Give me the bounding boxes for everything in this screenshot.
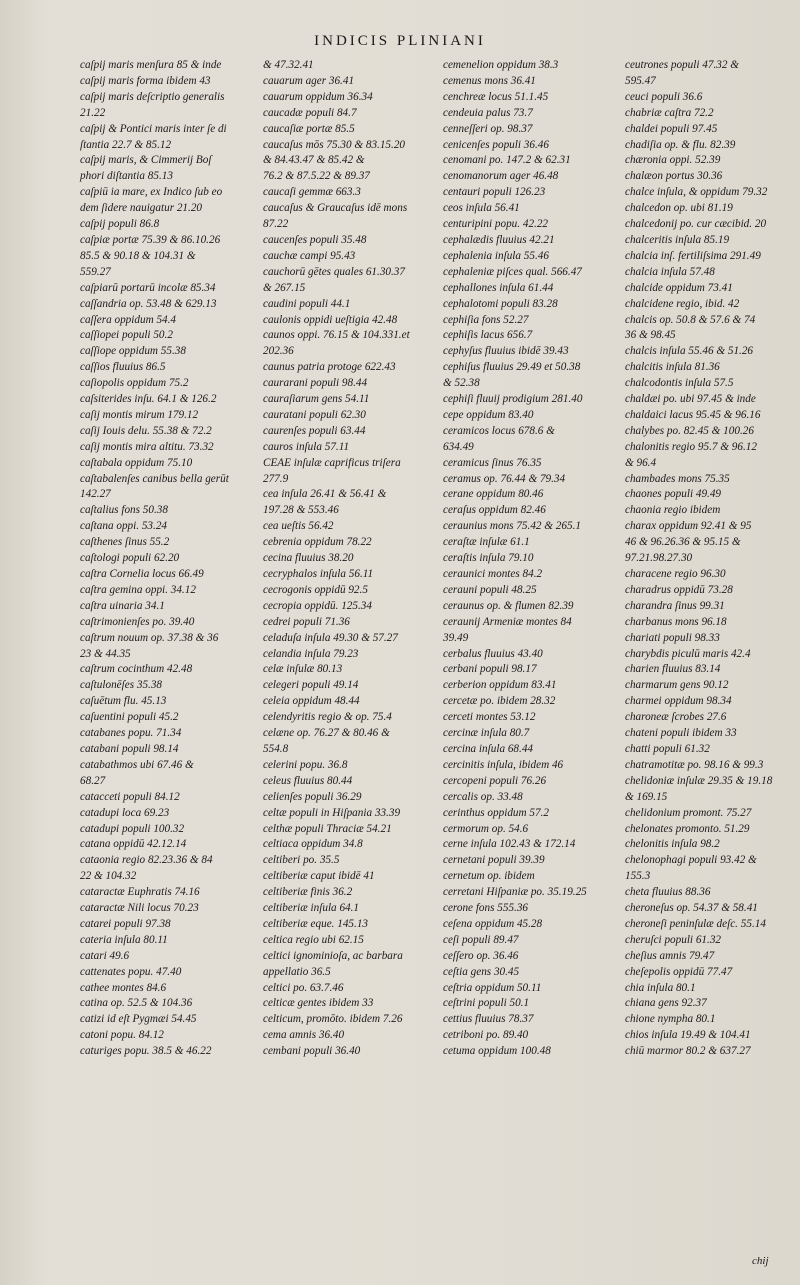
index-entry-line: cattenates popu. 47.40 <box>80 965 182 978</box>
index-entry-line: cauros inſula 57.11 <box>263 440 350 453</box>
index-entry-line: cauchorū gētes quales 61.30.37 <box>263 265 405 278</box>
index-entry-line: cheſius amnis 79.47 <box>625 949 715 962</box>
index-entry-line: caſthenes ſinus 55.2 <box>80 536 170 549</box>
index-entry-line: cerinthus oppidum 57.2 <box>443 806 549 819</box>
index-entry-line: chalcodontis inſula 57.5 <box>625 377 734 390</box>
index-entry-line: caturiges popu. 38.5 & 46.22 <box>80 1045 212 1058</box>
index-entry-line: celandia inſula 79.23 <box>263 647 359 660</box>
index-entry-line: cerbalus fluuius 43.40 <box>443 647 543 660</box>
index-entry-line: 595.47 <box>625 74 656 87</box>
index-entry-line: chiana gens 92.37 <box>625 997 707 1010</box>
index-entry-line: cheta fluuius 88.36 <box>625 886 711 899</box>
index-entry-line: caſij montis mira altitu. 73.32 <box>80 440 214 453</box>
index-entry-line: chalcia inſ. fertiliſsima 291.49 <box>625 249 761 262</box>
index-entry-line: chæronia oppi. 52.39 <box>625 154 721 167</box>
index-entry-line: caſpiū ia mare, ex Indico ſub eo <box>80 186 223 199</box>
index-entry-line: cecryphalos inſula 56.11 <box>263 568 374 580</box>
index-entry-line: chalæon portus 30.36 <box>625 170 723 183</box>
index-entry-line: & 52.38 <box>443 377 480 390</box>
index-entry-line: catacceti populi 84.12 <box>80 790 180 803</box>
index-entry-line: caurenſes populi 63.44 <box>263 424 366 437</box>
index-entry-line: cheſepolis oppidū 77.47 <box>625 965 733 978</box>
index-entry-line: cerane oppidum 80.46 <box>443 488 544 501</box>
index-entry-line: cephyſus fluuius ibidē 39.43 <box>443 345 569 358</box>
index-entry-line: caſpij populi 86.8 <box>80 218 160 231</box>
index-entry-line: chione nympha 80.1 <box>625 1013 716 1026</box>
index-entry-line: cea ueſtis 56.42 <box>263 520 334 533</box>
index-entry-line: chalybes po. 82.45 & 100.26 <box>625 424 754 437</box>
index-entry-line: celtica regio ubi 62.15 <box>263 933 364 946</box>
index-entry-line: 202.36 <box>263 345 294 358</box>
index-entry-line: cetuma oppidum 100.48 <box>443 1045 551 1058</box>
index-entry-line: caſtabalenſes canibus bella gerūt <box>80 472 229 485</box>
index-entry-line: caucenſes populi 35.48 <box>263 233 367 246</box>
index-entry-line: cephaleniæ piſces qual. 566.47 <box>443 265 582 278</box>
index-entry-line: cephiſi fluuij prodigium 281.40 <box>443 393 583 406</box>
index-entry-line: celtiberiæ caput ibidē 41 <box>263 870 375 883</box>
index-entry-line: cerretani Hiſpaniæ po. 35.19.25 <box>443 886 587 899</box>
index-entry-line: chalcis inſula 55.46 & 51.26 <box>625 345 754 358</box>
index-entry-line: ceos inſula 56.41 <box>443 202 520 215</box>
index-entry-line: caſij montis mirum 179.12 <box>80 408 199 421</box>
index-entry-line: 85.5 & 90.18 & 104.31 & <box>80 249 196 262</box>
index-entry-line: cataonia regio 82.23.36 & 84 <box>80 854 213 867</box>
index-entry-line: ceſena oppidum 45.28 <box>443 917 543 930</box>
index-entry-line: cercalis op. 33.48 <box>443 790 523 803</box>
index-entry-line: ſtantia 22.7 & 85.12 <box>80 138 172 151</box>
index-entry-line: cerbani populi 98.17 <box>443 663 537 676</box>
index-entry-line: chelonitis inſula 98.2 <box>625 838 720 851</box>
index-entry-line: caucadæ populi 84.7 <box>263 106 357 119</box>
index-entry-line: celtiberiæ eque. 145.13 <box>263 917 369 930</box>
index-entry-line: caunos oppi. 76.15 & 104.331.et <box>263 329 410 342</box>
index-entry-line: chelonates promonto. 51.29 <box>625 822 750 835</box>
index-entry-line: chaldæi po. ubi 97.45 & inde <box>625 393 756 406</box>
index-entry-line: celtiaca oppidum 34.8 <box>263 838 363 851</box>
index-entry-line: ceſtia gens 30.45 <box>443 965 520 978</box>
index-entry-line: ceraſus oppidum 82.46 <box>443 504 546 517</box>
index-entry-line: chalcedonij po. cur cæcibid. 20 <box>625 218 767 231</box>
index-entry-line: cheroneſus op. 54.37 & 58.41 <box>625 902 758 915</box>
index-entry-line: chatramotitæ po. 98.16 & 99.3 <box>625 758 764 771</box>
index-entry-line: cathee montes 84.6 <box>80 981 167 994</box>
index-entry-line: caſtrum nouum op. 37.38 & 36 <box>80 631 219 644</box>
index-entry-line: cemenelion oppidum 38.3 <box>443 59 559 71</box>
index-entry-line: cauraſiarum gens 54.11 <box>263 393 370 406</box>
index-entry-line: chalonitis regio 95.7 & 96.12 <box>625 440 757 453</box>
index-entry-line: cerone fons 555.36 <box>443 902 529 915</box>
index-entry-line: celeus fluuius 80.44 <box>263 774 353 787</box>
index-entry-line: chelonophagi populi 93.42 & <box>625 854 757 867</box>
index-entry-line: 197.28 & 553.46 <box>263 504 339 517</box>
index-entry-line: & 169.15 <box>625 790 668 803</box>
index-entry-line: cernetum op. ibidem <box>443 870 535 883</box>
index-entry-line: caunus patria protoge 622.43 <box>263 361 396 374</box>
index-entry-line: dem ſidere nauigatur 21.20 <box>80 202 203 215</box>
index-entry-line: caſpiæ portæ 75.39 & 86.10.26 <box>80 233 221 246</box>
index-entry-line: cheruſci populi 61.32 <box>625 933 722 946</box>
index-entry-line: chateni populi ibidem 33 <box>625 727 737 740</box>
index-entry-line: caulonis oppidi ueſtigia 42.48 <box>263 313 398 326</box>
index-entry-line: 277.9 <box>263 472 289 485</box>
index-entry-line: caſij Iouis delu. 55.38 & 72.2 <box>80 424 212 437</box>
index-entry-line: caucaſus mōs 75.30 & 83.15.20 <box>263 138 406 151</box>
index-entry-line: cenomanorum ager 46.48 <box>443 170 559 183</box>
catchword: chij <box>752 1255 769 1267</box>
index-entry-line: & 84.43.47 & 85.42 & <box>263 154 365 167</box>
index-entry-line: celtiberiæ inſula 64.1 <box>263 902 360 915</box>
index-entry-line: catabani populi 98.14 <box>80 742 179 755</box>
index-entry-line: caſpij & Pontici maris inter ſe di <box>80 122 227 135</box>
index-entry-line: caſpij maris menſura 85 & inde <box>80 59 222 71</box>
index-entry-line: cerberion oppidum 83.41 <box>443 679 557 692</box>
index-entry-line: cedrei populi 71.36 <box>263 615 350 628</box>
index-entry-line: caurarani populi 98.44 <box>263 377 368 390</box>
index-entry-line: caſtologi populi 62.20 <box>80 552 180 565</box>
index-entry-line: chelidoniæ inſulæ 29.35 & 19.18 <box>625 774 773 787</box>
index-entry-line: chalcide oppidum 73.41 <box>625 281 733 294</box>
index-entry-line: chalcitis inſula 81.36 <box>625 361 720 374</box>
index-entry-line: chaones populi 49.49 <box>625 488 722 501</box>
running-head: INDICIS PLINIANI <box>314 33 486 49</box>
index-entry-line: 142.27 <box>80 488 111 501</box>
index-entry-line: chaldaici lacus 95.45 & 96.16 <box>625 408 761 421</box>
index-entry-line: cataractæ Nili locus 70.23 <box>80 902 199 915</box>
index-entry-line: 21.22 <box>80 106 106 119</box>
index-entry-line: cauarum ager 36.41 <box>263 74 355 87</box>
index-entry-line: ceſſero op. 36.46 <box>443 949 519 962</box>
index-entry-line: caſsiterides inſu. 64.1 & 126.2 <box>80 393 217 406</box>
index-entry-line: catoni popu. 84.12 <box>80 1029 164 1042</box>
index-entry-line: cecina fluuius 38.20 <box>263 552 354 565</box>
index-entry-line: 76.2 & 87.5.22 & 89.37 <box>263 170 370 183</box>
index-entry-line: celtici ignominioſa, ac barbara <box>263 949 403 962</box>
index-entry-line: chalceritis inſula 85.19 <box>625 233 730 246</box>
index-entry-line: caucaſiæ portæ 85.5 <box>263 122 355 135</box>
index-entry-line: cecrogonis oppidū 92.5 <box>263 583 368 596</box>
index-entry-line: ceſtria oppidum 50.11 <box>443 981 542 994</box>
index-entry-line: celthæ populi Thraciæ 54.21 <box>263 822 392 835</box>
index-entry-line: celtiberiæ finis 36.2 <box>263 886 353 899</box>
index-entry-line: cerne inſula 102.43 & 172.14 <box>443 838 576 851</box>
index-entry-line: celaduſa inſula 49.30 & 57.27 <box>263 631 398 644</box>
index-entry-line: ceramicos locus 678.6 & <box>443 424 555 437</box>
index-entry-line: 155.3 <box>625 870 651 883</box>
index-entry-line: chabriæ caſtra 72.2 <box>625 106 714 119</box>
index-entry-line: cenomani po. 147.2 & 62.31 <box>443 154 571 167</box>
index-entry-line: 46 & 96.26.36 & 95.15 & <box>625 536 741 549</box>
index-entry-line: caſſera oppidum 54.4 <box>80 313 177 326</box>
index-entry-line: catana oppidū 42.12.14 <box>80 838 187 851</box>
index-column-4 <box>625 58 795 1060</box>
index-entry-line: 23 & 44.35 <box>80 647 131 660</box>
index-entry-line: caucaſi gemmæ 663.3 <box>263 186 361 199</box>
index-entry-line: cercopeni populi 76.26 <box>443 774 547 787</box>
index-entry-line: centauri populi 126.23 <box>443 186 546 199</box>
index-entry-line: charandra ſinus 99.31 <box>625 599 725 612</box>
index-entry-line: 634.49 <box>443 440 474 453</box>
index-entry-line: 97.21.98.27.30 <box>625 552 693 565</box>
index-entry-line: caudini populi 44.1 <box>263 297 351 310</box>
index-entry-line: ceraunius mons 75.42 & 265.1 <box>443 520 581 533</box>
index-entry-line: characene regio 96.30 <box>625 568 726 580</box>
index-entry-line: & 267.15 <box>263 281 306 294</box>
index-column-2 <box>263 58 443 1060</box>
index-entry-line: cauarum oppidum 36.34 <box>263 90 373 103</box>
index-entry-line: cataractæ Euphratis 74.16 <box>80 886 200 899</box>
index-entry-line: chadiſia op. & flu. 82.39 <box>625 138 736 151</box>
index-entry-line: caſuētum flu. 45.13 <box>80 695 167 708</box>
index-entry-line: chelidonium promont. 75.27 <box>625 806 752 819</box>
index-entry-line: celtiberi po. 35.5 <box>263 854 340 867</box>
index-entry-line: caſiopolis oppidum 75.2 <box>80 377 189 390</box>
index-entry-line: cephiſis lacus 656.7 <box>443 329 533 342</box>
index-entry-line: & 47.32.41 <box>263 59 314 71</box>
index-entry-line: cepe oppidum 83.40 <box>443 408 534 421</box>
index-entry-line: caſtra gemina oppi. 34.12 <box>80 583 196 596</box>
index-entry-line: caſſiope oppidum 55.38 <box>80 345 186 358</box>
index-entry-line: cebrenia oppidum 78.22 <box>263 536 372 549</box>
index-entry-line: chambades mons 75.35 <box>625 472 730 485</box>
index-entry-line: cephallones inſula 61.44 <box>443 281 554 294</box>
index-entry-line: celendyritis regio & op. 75.4 <box>263 711 392 724</box>
index-entry-line: caſpij maris, & Cimmerij Boſ <box>80 154 212 167</box>
index-entry-line: caſſandria op. 53.48 & 629.13 <box>80 297 217 310</box>
index-entry-line: cembani populi 36.40 <box>263 1045 361 1058</box>
index-entry-line: cernetani populi 39.39 <box>443 854 545 867</box>
index-entry-line: 39.49 <box>443 631 469 644</box>
index-entry-line: cephiſia fons 52.27 <box>443 313 529 326</box>
index-entry-line: cephalædis fluuius 42.21 <box>443 233 555 246</box>
index-entry-line: CEAE inſulæ caprificus triſera <box>263 456 401 469</box>
index-entry-line: celticæ gentes ibidem 33 <box>263 997 374 1010</box>
index-entry-line: charoneæ ſcrobes 27.6 <box>625 711 727 724</box>
index-entry-line: 87.22 <box>263 218 289 231</box>
index-entry-line: charadrus oppidū 73.28 <box>625 583 733 596</box>
index-entry-line: ceramus op. 76.44 & 79.34 <box>443 472 566 485</box>
index-entry-line: chia inſula 80.1 <box>625 981 696 994</box>
index-entry-line: 36 & 98.45 <box>625 329 676 342</box>
index-entry-line: cettius fluuius 78.37 <box>443 1013 534 1026</box>
index-entry-line: cephiſus fluuius 29.49 et 50.38 <box>443 361 581 374</box>
index-entry-line: catarei populi 97.38 <box>80 917 171 930</box>
index-entry-line: celienſes populi 36.29 <box>263 790 362 803</box>
index-entry-line: charybdis piculū maris 42.4 <box>625 647 751 660</box>
index-entry-line: caſſios fluuius 86.5 <box>80 361 166 374</box>
index-entry-line: chalcidene regio, ibid. 42 <box>625 297 740 310</box>
index-entry-line: ceſtrini populi 50.1 <box>443 997 530 1010</box>
index-entry-line: caſuentini populi 45.2 <box>80 711 179 724</box>
index-entry-line: cauratani populi 62.30 <box>263 408 366 421</box>
index-entry-line: celtæ populi in Hiſpania 33.39 <box>263 806 401 819</box>
index-entry-line: chiū marmor 80.2 & 637.27 <box>625 1045 751 1058</box>
index-entry-line: celticum, promōto. ibidem 7.26 <box>263 1013 403 1026</box>
index-entry-line: celtici po. 63.7.46 <box>263 981 344 994</box>
index-entry-line: 68.27 <box>80 774 106 787</box>
index-entry-line: caſſiopei populi 50.2 <box>80 329 173 342</box>
index-entry-line: cerauni populi 48.25 <box>443 583 537 596</box>
index-entry-line: chatti populi 61.32 <box>625 742 710 755</box>
index-entry-line: chalcis op. 50.8 & 57.6 & 74 <box>625 313 756 326</box>
index-entry-line: cercinæ inſula 80.7 <box>443 727 530 740</box>
index-entry-line: cenicenſes populi 36.46 <box>443 138 549 151</box>
index-entry-line: cheroneſi peninſulæ deſc. 55.14 <box>625 917 766 930</box>
index-entry-line: catadupi populi 100.32 <box>80 822 185 835</box>
index-entry-line: celæne op. 76.27 & 80.46 & <box>263 727 390 740</box>
index-entry-line: ceutrones populi 47.32 & <box>625 59 739 71</box>
index-entry-line: celerini popu. 36.8 <box>263 758 348 771</box>
index-entry-line: chalcedon op. ubi 81.19 <box>625 202 733 215</box>
index-entry-line: celæ inſulæ 80.13 <box>263 663 343 676</box>
index-entry-line: phori diſtantia 85.13 <box>80 170 173 183</box>
index-entry-line: ceraunij Armeniæ montes 84 <box>443 615 572 628</box>
index-entry-line: chariati populi 98.33 <box>625 631 720 644</box>
index-entry-line: cephalenia inſula 55.46 <box>443 249 549 262</box>
index-entry-line: cenneſſeri op. 98.37 <box>443 122 533 135</box>
index-entry-line: cercinitis inſula, ibidem 46 <box>443 758 564 771</box>
index-entry-line: cema amnis 36.40 <box>263 1029 345 1042</box>
index-entry-line: catabathmos ubi 67.46 & <box>80 758 194 771</box>
index-entry-line: charmarum gens 90.12 <box>625 679 729 692</box>
index-entry-line: catadupi loca 69.23 <box>80 806 170 819</box>
index-entry-line: cercetæ po. ibidem 28.32 <box>443 695 556 708</box>
index-entry-line: 22 & 104.32 <box>80 870 137 883</box>
index-entry-line: caſtana oppi. 53.24 <box>80 520 168 533</box>
index-entry-line: cecropia oppidū. 125.34 <box>263 599 372 612</box>
index-entry-line: ceraunici montes 84.2 <box>443 568 543 580</box>
index-entry-line: celegeri populi 49.14 <box>263 679 359 692</box>
index-entry-line: cenchreæ locus 51.1.45 <box>443 90 549 103</box>
index-entry-line: chalce inſula, & oppidum 79.32 <box>625 186 768 199</box>
index-entry-line: charmei oppidum 98.34 <box>625 695 732 708</box>
index-entry-line: celeia oppidum 48.44 <box>263 695 360 708</box>
index-entry-line: catari 49.6 <box>80 949 130 962</box>
index-entry-line: chaldei populi 97.45 <box>625 122 718 135</box>
index-entry-line: cemenus mons 36.41 <box>443 74 536 87</box>
index-entry-line: ceuci populi 36.6 <box>625 90 703 103</box>
index-entry-line: centuripini popu. 42.22 <box>443 218 549 231</box>
index-entry-line: ceramicus ſinus 76.35 <box>443 456 542 469</box>
index-entry-line: caſtabala oppidum 75.10 <box>80 456 193 469</box>
index-entry-line: caſtrimonienſes po. 39.40 <box>80 615 195 628</box>
index-entry-line: cendeuia palus 73.7 <box>443 106 533 119</box>
index-entry-line: caſpiarū portarū incolæ 85.34 <box>80 281 216 294</box>
index-entry-line: & 96.4 <box>625 456 657 469</box>
index-entry-line: cateria inſula 80.11 <box>80 933 168 946</box>
index-column-1 <box>80 58 260 1060</box>
index-entry-line: 554.8 <box>263 742 289 755</box>
index-entry-line: ceraſtæ inſulæ 61.1 <box>443 536 530 549</box>
index-column-3 <box>443 58 623 1060</box>
index-entry-line: charax oppidum 92.41 & 95 <box>625 520 752 533</box>
index-entry-line: chaonia regio ibidem <box>625 504 721 517</box>
index-entry-line: cerceti montes 53.12 <box>443 711 536 724</box>
index-entry-line: ceſi populi 89.47 <box>443 933 519 946</box>
index-entry-line: 559.27 <box>80 265 111 278</box>
index-entry-line: cermorum op. 54.6 <box>443 822 529 835</box>
index-entry-line: ceraſtis inſula 79.10 <box>443 552 534 565</box>
index-entry-line: ceraunus op. & flumen 82.39 <box>443 599 574 612</box>
index-entry-line: catabanes popu. 71.34 <box>80 727 182 740</box>
index-entry-line: chios inſula 19.49 & 104.41 <box>625 1029 751 1042</box>
index-entry-line: caſtra Cornelia locus 66.49 <box>80 568 204 580</box>
index-entry-line: cauchæ campi 95.43 <box>263 249 356 262</box>
index-entry-line: charien fluuius 83.14 <box>625 663 721 676</box>
index-entry-line: caſtulonēſes 35.38 <box>80 679 163 692</box>
index-entry-line: caucaſus & Graucaſus idē mons <box>263 202 408 215</box>
index-entry-line: appellatio 36.5 <box>263 965 331 978</box>
index-entry-line: cetriboni po. 89.40 <box>443 1029 529 1042</box>
index-entry-line: charbanus mons 96.18 <box>625 615 727 628</box>
index-entry-line: caſtra uinaria 34.1 <box>80 599 165 612</box>
index-entry-line: catizi id eſt Pygmæi 54.45 <box>80 1013 197 1026</box>
index-entry-line: cephalotomi populi 83.28 <box>443 297 558 310</box>
index-entry-line: cercina inſula 68.44 <box>443 742 534 755</box>
index-entry-line: cea inſula 26.41 & 56.41 & <box>263 488 387 501</box>
index-entry-line: caſpij maris deſcriptio generalis <box>80 90 225 103</box>
index-entry-line: chalcia inſula 57.48 <box>625 265 715 278</box>
index-entry-line: caſpij maris forma ibidem 43 <box>80 74 211 87</box>
index-entry-line: caſtrum cocinthum 42.48 <box>80 663 193 676</box>
index-entry-line: catina op. 52.5 & 104.36 <box>80 997 193 1010</box>
index-entry-line: caſtalius fons 50.38 <box>80 504 168 517</box>
